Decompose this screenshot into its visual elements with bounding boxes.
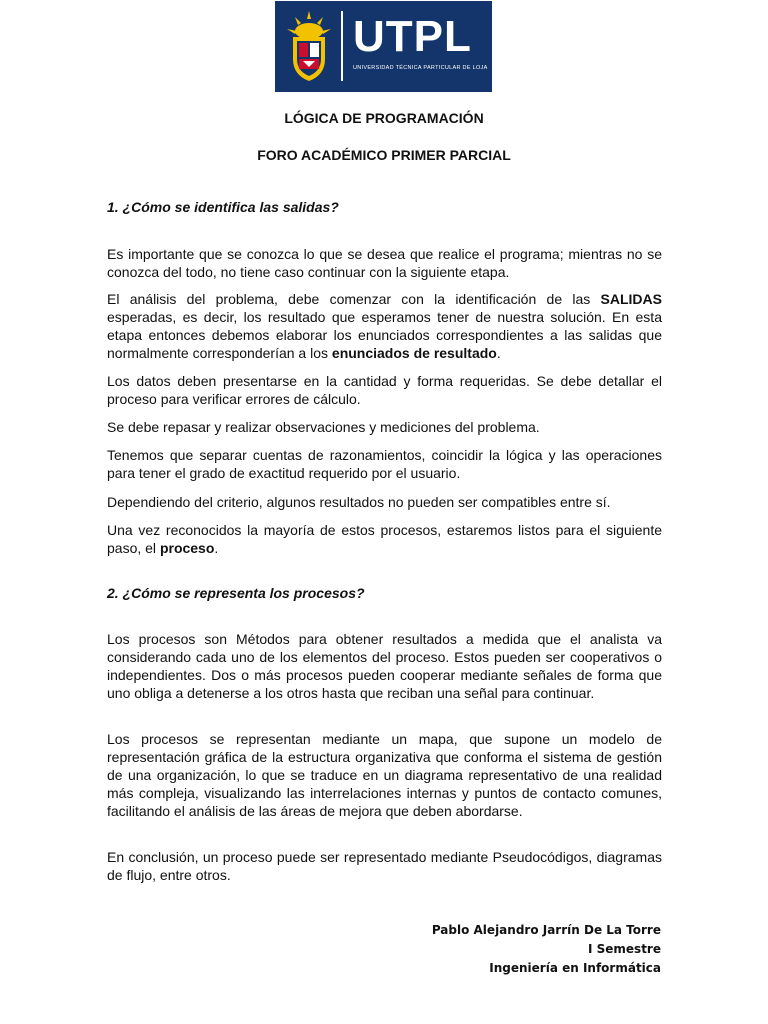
logo-subtitle: UNIVERSIDAD TÉCNICA PARTICULAR DE LOJA bbox=[353, 65, 488, 71]
paragraph-2-1: Los procesos son Métodos para obtener resultados a medida que el analista va considerando cada uno de los elementos del proceso. Estos pueden ser cooperativos o independientes. Dos o más procesos pueden cooperar mediante señales de forma que uno obliga a detenerse a los otros hasta que reciban una señal para continuar. bbox=[107, 631, 662, 701]
university-crest-icon bbox=[285, 9, 333, 83]
course-title: LÓGICA DE PROGRAMACIÓN bbox=[284, 110, 484, 126]
logo-name: UTPL bbox=[353, 12, 472, 61]
paragraph-2-2: Los procesos se representan mediante un mapa, que supone un modelo de representación gráfica de la estructura organizativa que conforma el sistema de gestión de una organización, lo que se traduce en un diagrama representativo de una realidad más compleja, visualizando las interrelaciones internas y puntos de contacto comunes, facilitando el análisis de las áreas de mejora que deben abordarse. bbox=[107, 731, 662, 819]
forum-title: FORO ACADÉMICO PRIMER PARCIAL bbox=[257, 147, 511, 163]
paragraph-1-5: Tenemos que separar cuentas de razonamientos, coincidir la lógica y las operaciones para tener el grado de exactitud requerido por el usuario. bbox=[107, 447, 662, 481]
signature-semester: I Semestre bbox=[587, 942, 661, 956]
signature-program: Ingeniería en Informática bbox=[489, 961, 661, 975]
logo-divider bbox=[341, 11, 343, 81]
question-1-heading: 1. ¿Cómo se identifica las salidas? bbox=[107, 199, 339, 215]
paragraph-2-3: En conclusión, un proceso puede ser representado mediante Pseudocódigos, diagramas de flujo, entre otros. bbox=[107, 849, 662, 883]
signature-name: Pablo Alejandro Jarrín De La Torre bbox=[431, 923, 661, 937]
paragraph-1-6: Dependiendo del criterio, algunos resultados no pueden ser compatibles entre sí. bbox=[107, 494, 611, 510]
question-2-heading: 2. ¿Cómo se representa los procesos? bbox=[107, 585, 365, 601]
paragraph-1-1: Es importante que se conozca lo que se desea que realice el programa; mientras no se conozca del todo, no tiene caso continuar con la siguiente etapa. bbox=[107, 246, 662, 280]
paragraph-1-7: Una vez reconocidos la mayoría de estos procesos, estaremos listos para el siguiente paso, el proceso. bbox=[107, 522, 662, 556]
paragraph-1-4: Se debe repasar y realizar observaciones y mediciones del problema. bbox=[107, 419, 540, 435]
utpl-logo bbox=[275, 1, 492, 92]
paragraph-1-3: Los datos deben presentarse en la cantidad y forma requeridas. Se debe detallar el proceso para verificar errores de cálculo. bbox=[107, 373, 662, 407]
paragraph-1-2: El análisis del problema, debe comenzar con la identificación de las SALIDAS esperadas, es decir, los resultado que esperamos tener de nuestra solución. En esta etapa entonces debemos elaborar los enunciados correspondientes a las salidas que normalmente corresponderían a los enunciados de resultado. bbox=[107, 291, 662, 361]
